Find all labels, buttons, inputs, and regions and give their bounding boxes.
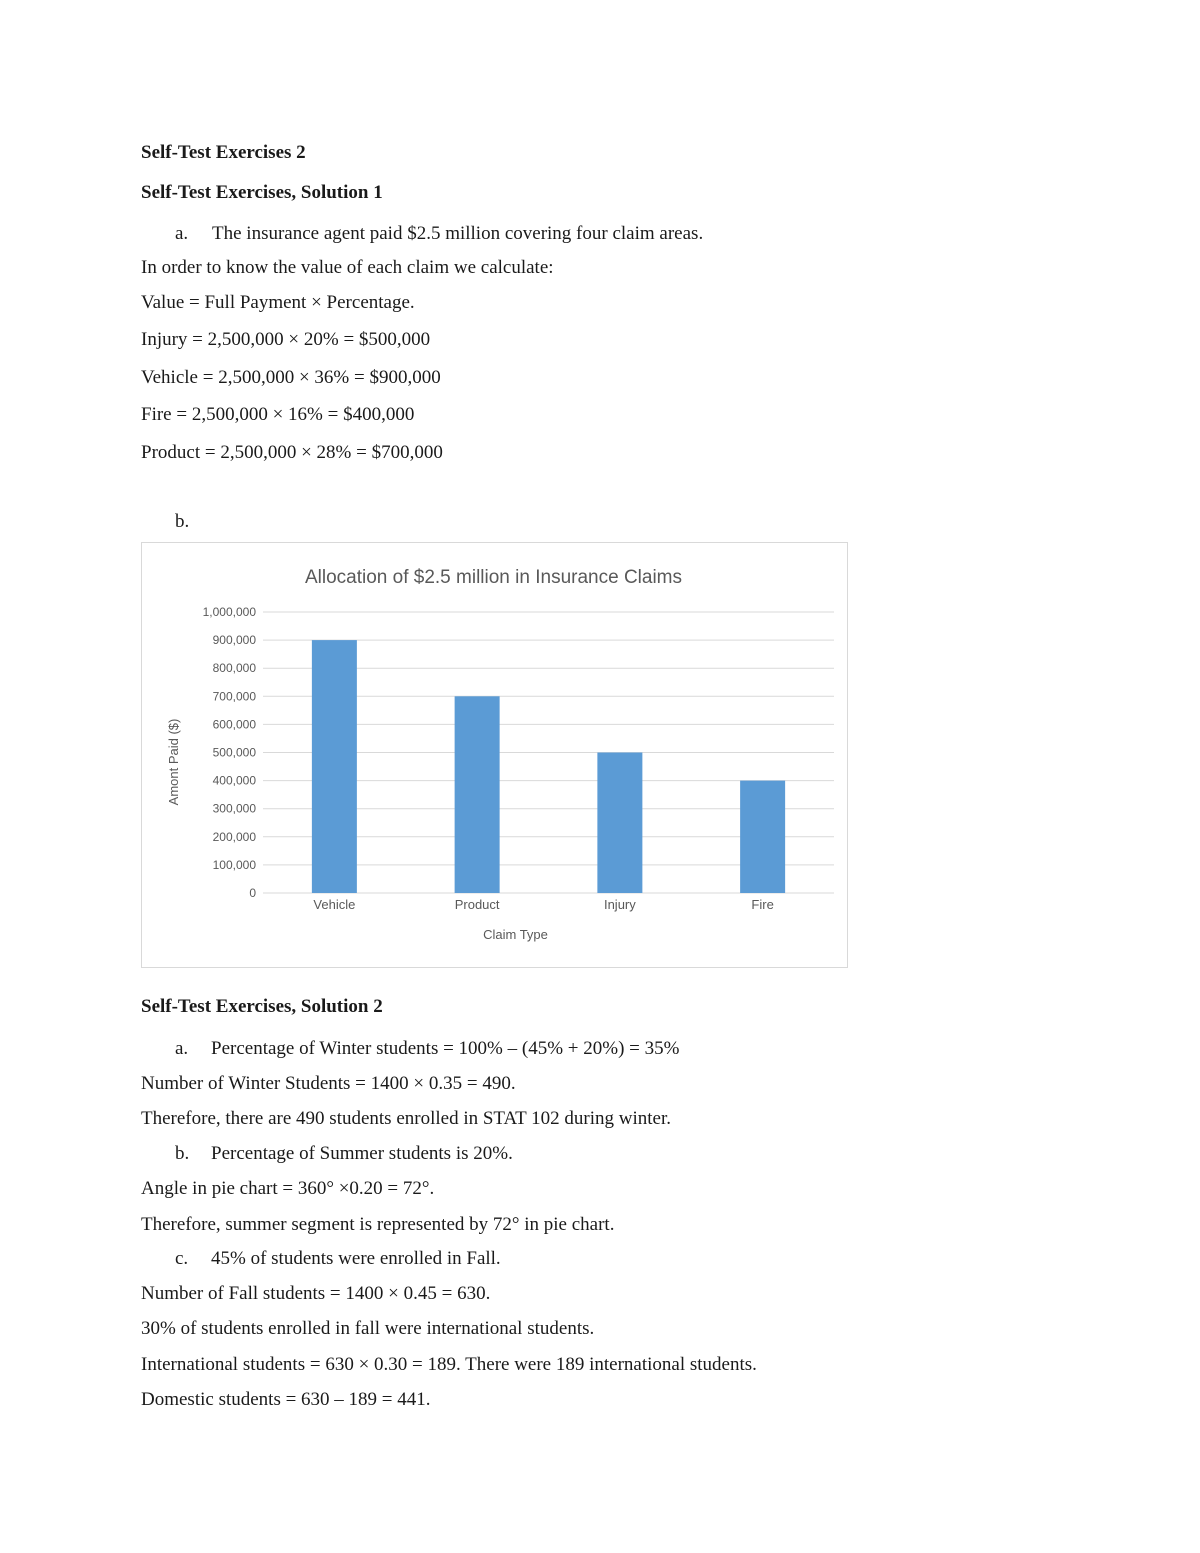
order-line: In order to know the value of each claim we calculate: — [141, 257, 554, 278]
solution1-heading: Self-Test Exercises, Solution 1 — [141, 182, 383, 203]
part-a-text: The insurance agent paid $2.5 million covering four claim areas. — [212, 223, 704, 244]
y-tick-label: 0 — [249, 886, 256, 900]
y-tick-label: 100,000 — [212, 857, 256, 872]
y-tick-label: 900,000 — [212, 633, 256, 648]
winter-conclusion-line: Therefore, there are 490 students enrolled in STAT 102 during winter. — [141, 1108, 671, 1129]
list-marker: a. — [175, 1038, 189, 1059]
solution1-part-a — [175, 222, 703, 246]
angle-line: Angle in pie chart = 360° ×0.20 = 72°. — [141, 1178, 435, 1199]
y-tick-label: 200,000 — [212, 829, 256, 844]
x-tick-label: Injury — [603, 897, 636, 912]
x-tick-label: Fire — [751, 897, 774, 912]
solution2-heading: Self-Test Exercises, Solution 2 — [141, 996, 383, 1017]
y-tick-label: 300,000 — [212, 801, 256, 816]
bar-chart — [141, 542, 848, 968]
solution1-part-b-marker: b. — [175, 511, 190, 532]
part-a-text: Percentage of Winter students = 100% – (45% + 20%) = 35% — [211, 1038, 680, 1059]
y-tick-label: 500,000 — [212, 745, 256, 760]
solution2-part-a — [175, 1037, 679, 1061]
bar-injury — [597, 753, 642, 894]
summer-conclusion-line: Therefore, summer segment is represented by 72° in pie chart. — [141, 1214, 615, 1235]
international-pct-line: 30% of students enrolled in fall were international students. — [141, 1318, 595, 1339]
winter-number-line: Number of Winter Students = 1400 × 0.35 = 490. — [141, 1073, 516, 1094]
bar-fire — [740, 781, 785, 893]
list-marker: a. — [175, 223, 189, 244]
bar-vehicle — [312, 640, 357, 893]
list-marker: b. — [175, 1143, 190, 1164]
formula-line: Value = Full Payment × Percentage. — [141, 292, 415, 313]
fire-line: Fire = 2,500,000 × 16% = $400,000 — [141, 404, 415, 425]
y-tick-label: 800,000 — [212, 661, 256, 676]
document-title: Self-Test Exercises 2 — [141, 142, 306, 163]
y-tick-label: 600,000 — [212, 717, 256, 732]
bar-product — [455, 696, 500, 893]
chart-canvas — [142, 543, 847, 967]
solution2-part-b — [175, 1142, 513, 1166]
chart-title: Allocation of $2.5 million in Insurance Claims — [304, 567, 683, 588]
injury-line: Injury = 2,500,000 × 20% = $500,000 — [141, 329, 431, 350]
fall-number-line: Number of Fall students = 1400 × 0.45 = 630. — [141, 1283, 491, 1304]
international-line: International students = 630 × 0.30 = 189. There were 189 international students. — [141, 1354, 757, 1375]
solution2-part-c — [175, 1247, 501, 1271]
y-axis-title: Amont Paid ($) — [166, 718, 181, 806]
x-tick-label: Product — [454, 897, 500, 912]
x-tick-label: Vehicle — [313, 897, 356, 912]
domestic-line: Domestic students = 630 – 189 = 441. — [141, 1389, 431, 1410]
vehicle-line: Vehicle = 2,500,000 × 36% = $900,000 — [141, 367, 441, 388]
x-axis-title: Claim Type — [483, 927, 548, 942]
y-tick-label: 700,000 — [212, 689, 256, 704]
list-marker: c. — [175, 1248, 189, 1269]
part-b-text: Percentage of Summer students is 20%. — [211, 1143, 513, 1164]
part-c-text: 45% of students were enrolled in Fall. — [211, 1248, 501, 1269]
y-tick-label: 1,000,000 — [202, 605, 256, 619]
product-line: Product = 2,500,000 × 28% = $700,000 — [141, 442, 443, 463]
y-tick-label: 400,000 — [212, 773, 256, 788]
